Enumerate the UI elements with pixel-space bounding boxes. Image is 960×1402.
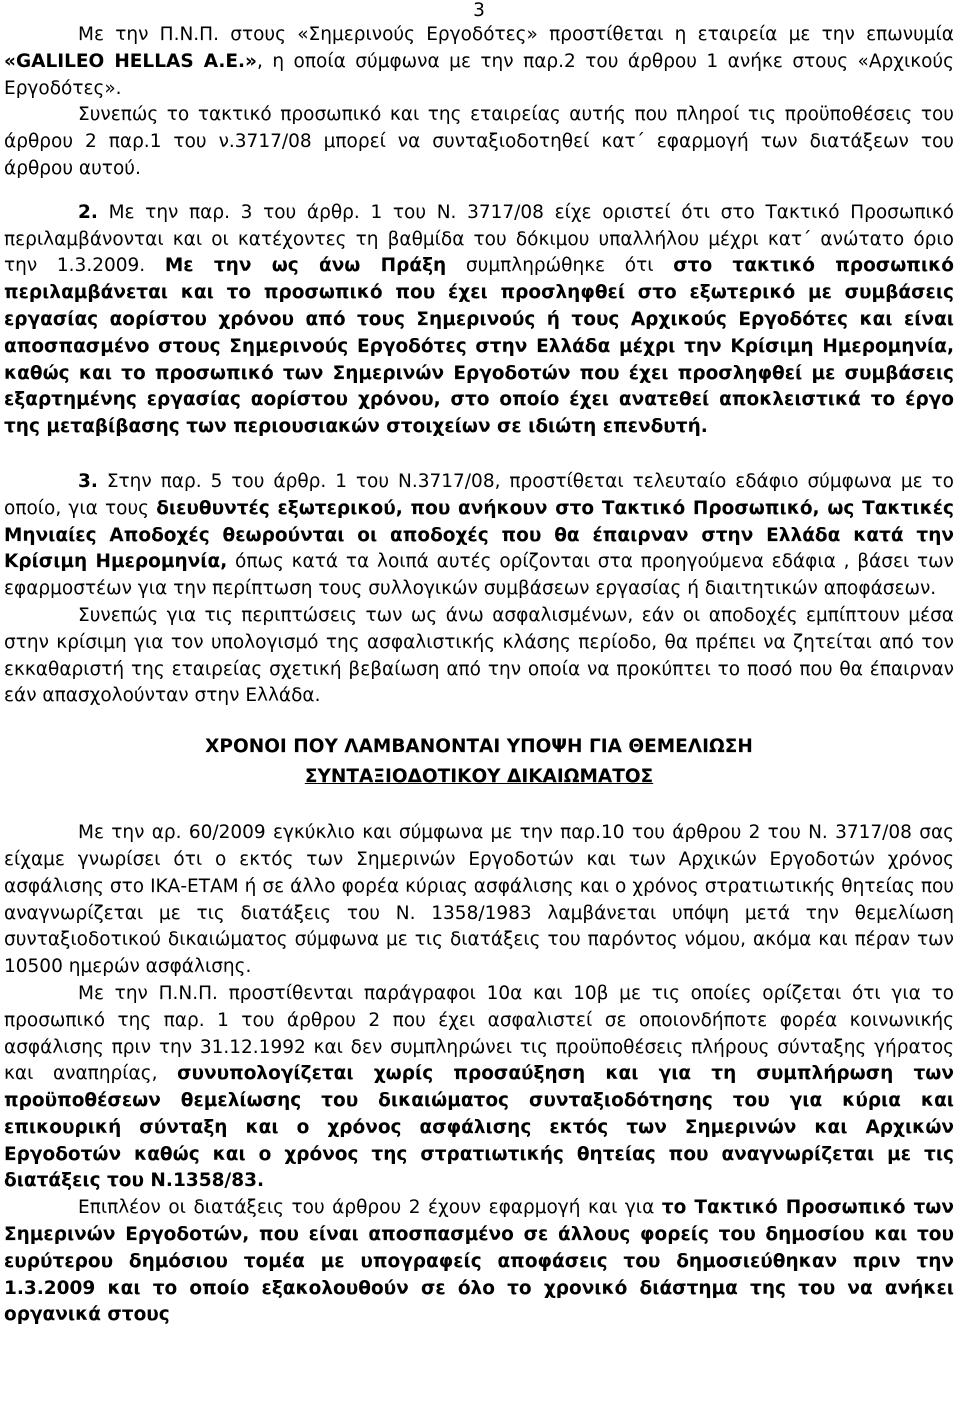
bold-phrase: στο τακτικό προσωπικό περιλαμβάνεται και το προσωπικό που έχει προσληφθεί στο εξωτερικό με συμβάσεις εργασίας αορίστου χρόνου από τους Σημερινούς ή τους Αρχικούς Εργοδότες και είναι αποσπασμένο στους Σημερινούς Εργοδότες στην Ελλάδα μέχρι την Κρίσιμη Ημερομηνία, καθώς και το προσωπικό των Σημερινών Εργοδοτών που έχει προσληφθεί με συμβάσεις εξαρτημένης εργασίας αορίστου χρόνου, στο οποίο έχει ανατεθεί αποκλειστικά το έργο της μεταβίβασης των περιουσιακών στοιχείων σε ιδιώτη επενδυτή. (4, 255, 954, 438)
bold-phrase: το Τακτικό Προσωπικό των Σημερινών Εργοδοτών, που είναι αποσπασμένο σε άλλους φορείς του δημοσίου και του ευρύτερου δημόσιου τομέα με υπογραφείς αποφάσεις του δημοσιεύθηκαν πριν την 1.3.2009 και το οποίο εξακολουθούν σε όλο το χρονικό διάστημα της του να ανήκει οργανικά στους (4, 1197, 954, 1326)
page-number: 3 (473, 0, 485, 21)
paragraph-text: Στην παρ. 5 του άρθρ. 1 του Ν.3717/08, προστίθεται τελευταίο εδάφιο σύμφωνα με το οποίο, για τους (4, 470, 954, 519)
paragraph-consequence: Συνεπώς το τακτικό προσωπικό και της εταιρείας αυτής που πληροί τις προϋποθέσεις του άρθρου 2 παρ.1 του ν.3717/08 μπορεί να συνταξιοδοτηθεί κατ΄ εφαρμογή των διατάξεων του άρθρου αυτού. (4, 104, 954, 179)
paragraph-text: συμπληρώθηκε ότι (446, 255, 674, 277)
paragraph-insured-cases: Συνεπώς για τις περιπτώσεις των ως άνω ασφαλισμένων, εάν οι αποδοχές εμπίπτουν μέσα στην κρίσιμη για τον υπολογισμό της ασφαλιστικής κλάσης περίοδο, θα πρέπει να ζητείται από τον εκκαθαριστή της εταιρείας σχετική βεβαίωση από την οποία να προκύπτει το ποσό που θα έπαιρναν εάν απασχολούνταν στην Ελλάδα. (4, 604, 954, 707)
paragraph-text: Με την παρ. 3 του άρθρ. 1 του Ν. 3717/08 είχε οριστεί ότι στο Τακτικό Προσωπικό περιλαμβάνονται και οι κατέχοντες τη βαθμίδα του δόκιμου υπαλλήλου μέχρι κατ΄ ανώτατο όριο την 1.3.2009. (4, 201, 954, 277)
bold-phrase: συνυπολογίζεται χωρίς προσαύξηση και για τη συμπλήρωση των προϋποθέσεων θεμελίωσης του δικαιώματος συνταξιοδότησης του για κύρια και επικουρική σύνταξη και ο χρόνος ασφάλισης εκτός των Σημερινών και Αρχικών Εργοδοτών καθώς και ο χρόνος της στρατιωτικής θητείας που αναγνωρίζεται με τις διατάξεις του Ν.1358/83. (4, 1063, 954, 1192)
paragraph-galileo (4, 22, 954, 102)
section-heading (4, 732, 954, 792)
paragraph-text: όπως κατά τα λοιπά αυτές ορίζονται στα προηγούμενα εδάφια , βάσει των εφαρμοστέων για την περίπτωση τους συλλογικών συμβάσεων εργασίας ή διαιτητικών αποφάσεων. (4, 551, 955, 600)
paragraph-seconded-staff (4, 1195, 954, 1329)
paragraph-number: 2. (78, 201, 98, 223)
heading-line: ΧΡΟΝΟΙ ΠΟΥ ΛΑΜΒΑΝΟΝΤΑΙ ΥΠΟΨΗ ΓΙΑ ΘΕΜΕΛΙΩΣΗ (205, 736, 753, 758)
paragraph-text: Επιπλέον οι διατάξεις του άρθρου 2 έχουν εφαρμογή και για (78, 1197, 662, 1219)
bold-phrase: Με την ως άνω Πράξη (164, 255, 447, 277)
paragraph-text: , η οποία σύμφωνα με την παρ.2 του άρθρου 1 ανήκε στους «Αρχικούς Εργοδότες». (4, 50, 954, 99)
company-name: «GALILEO HELLAS A.E.» (4, 50, 257, 72)
paragraph-circular-60-2009: Με την αρ. 60/2009 εγκύκλιο και σύμφωνα με την παρ.10 του άρθρου 2 του Ν. 3717/08 σας είχαμε γνωρίσει ότι ο εκτός των Σημερινών Εργοδοτών και των Αρχικών Εργοδοτών χρόνος ασφάλισης στο ΙΚΑ-ΕΤΑΜ ή σε άλλο φορέα κύριας ασφάλισης και ο χρόνος στρατιωτικής θητείας που αναγνωρίζεται με τις διατάξεις του Ν. 1358/1983 λαμβάνεται υπόψη μετά την θεμελίωση συνταξιοδοτικού δικαιώματος σύμφωνα με τις διατάξεις του παρόντος νόμου, ακόμα και πέραν των 10500 ημερών ασφάλισης. (4, 822, 954, 978)
heading-line-underlined: ΣΥΝΤΑΞΙΟΔΟΤΙΚΟΥ ΔΙΚΑΙΩΜΑΤΟΣ (304, 766, 654, 788)
bold-phrase: διευθυντές εξωτερικού, που ανήκουν στο Τακτικό Προσωπικό, ως Τακτικές Μηνιαίες Αποδοχές θεωρούνται οι αποδοχές που θα έπαιρναν στην Ελλάδα κατά την Κρίσιμη Ημερομηνία, (4, 497, 954, 573)
paragraph-number: 3. (78, 470, 98, 492)
paragraph-text: Με την Π.Ν.Π. προστίθενται παράγραφοι 10α και 10β με τις οποίες ορίζεται ότι για το προσωπικό της παρ. 1 του άρθρου 2 που έχει ασφαλιστεί σε οποιονδήποτε φορέα κοινωνικής ασφάλισης πριν την 31.12.1992 και δεν συμπληρώνει τις προϋποθέσεις πλήρους σύνταξης γήρατος και αναπηρίας, (4, 982, 954, 1085)
paragraph-2-regular-staff (4, 200, 954, 441)
paragraph-pnp-10a-10b (4, 981, 954, 1195)
paragraph-text: Με την Π.Ν.Π. στους «Σημερινούς Εργοδότες» προστίθεται η εταιρεία με την επωνυμία (78, 24, 954, 45)
paragraph-3-directors-abroad (4, 469, 954, 603)
